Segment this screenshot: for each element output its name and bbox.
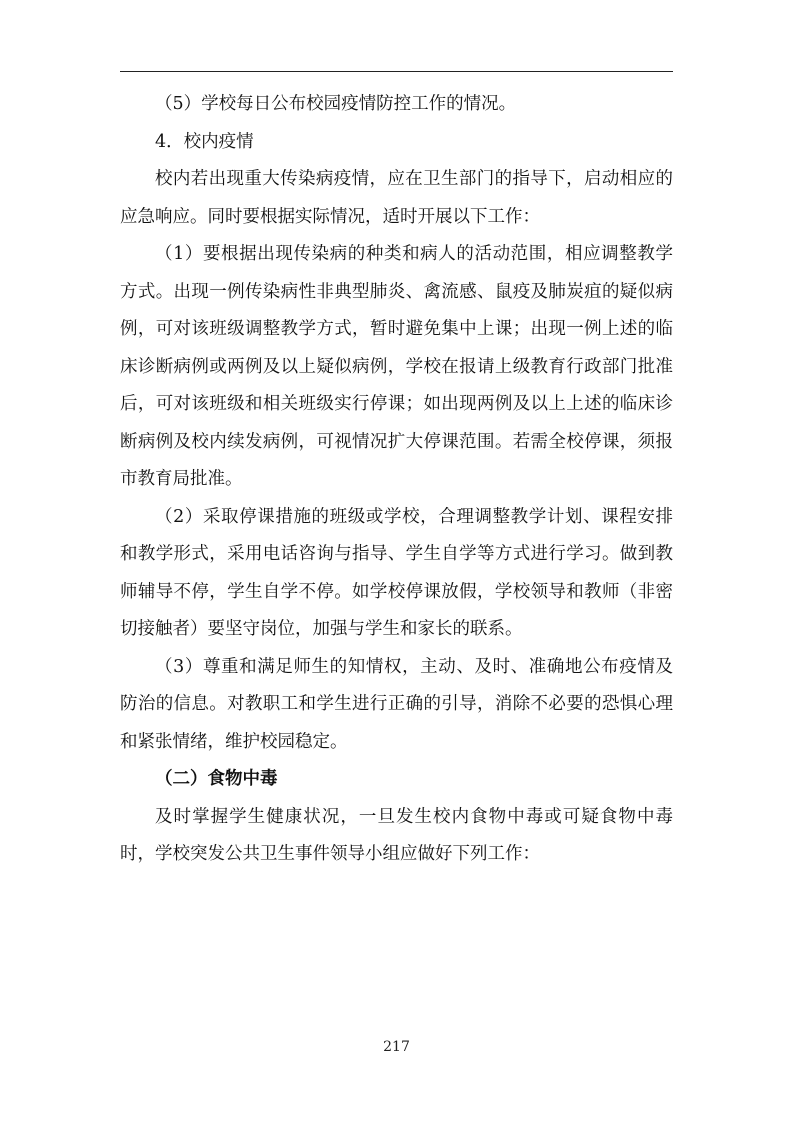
paragraph-item-3: （3）尊重和满足师生的知情权，主动、及时、准确地公布疫情及防治的信息。对教职工和学生进行正确的引导，消除不必要的恐惧心理和紧张情绪，维护校园稳定。 <box>120 656 673 752</box>
page-body <box>120 86 673 874</box>
paragraph-item-2: （2）采取停课措施的班级或学校，合理调整教学计划、课程安排和教学形式，采用电话咨询与指导、学生自学等方式进行学习。做到教师辅导不停，学生自学不停。如学校停课放假，学校领导和教师（非密切接触者）要坚守岗位，加强与学生和家长的联系。 <box>120 506 673 639</box>
paragraph-intro: 校内若出现重大传染病疫情，应在卫生部门的指导下，启动相应的应急响应。同时要根据实际情况，适时开展以下工作： <box>120 169 673 227</box>
section-heading-food-poisoning: （二）食物中毒 <box>155 769 278 789</box>
paragraph-item-5: （5）学校每日公布校园疫情防控工作的情况。 <box>155 94 517 114</box>
page-number: 217 <box>383 1039 410 1055</box>
section-heading-campus-epidemic: 4．校内疫情 <box>155 131 254 152</box>
paragraph-food-poisoning-intro: 及时掌握学生健康状况，一旦发生校内食物中毒或可疑食物中毒时，学校突发公共卫生事件领导小组应做好下列工作： <box>120 806 673 864</box>
header-rule <box>120 71 673 72</box>
paragraph-item-1: （1）要根据出现传染病的种类和病人的活动范围，相应调整教学方式。出现一例传染病性非典型肺炎、禽流感、鼠疫及肺炭疽的疑似病例，可对该班级调整教学方式，暂时避免集中上课；出现一例上述的临床诊断病例或两例及以上疑似病例，学校在报请上级教育行政部门批准后，可对该班级和相关班级实行停课；如出现两例及以上上述的临床诊断病例及校内续发病例，可视情况扩大停课范围。若需全校停课，须报市教育局批准。 <box>120 244 673 489</box>
